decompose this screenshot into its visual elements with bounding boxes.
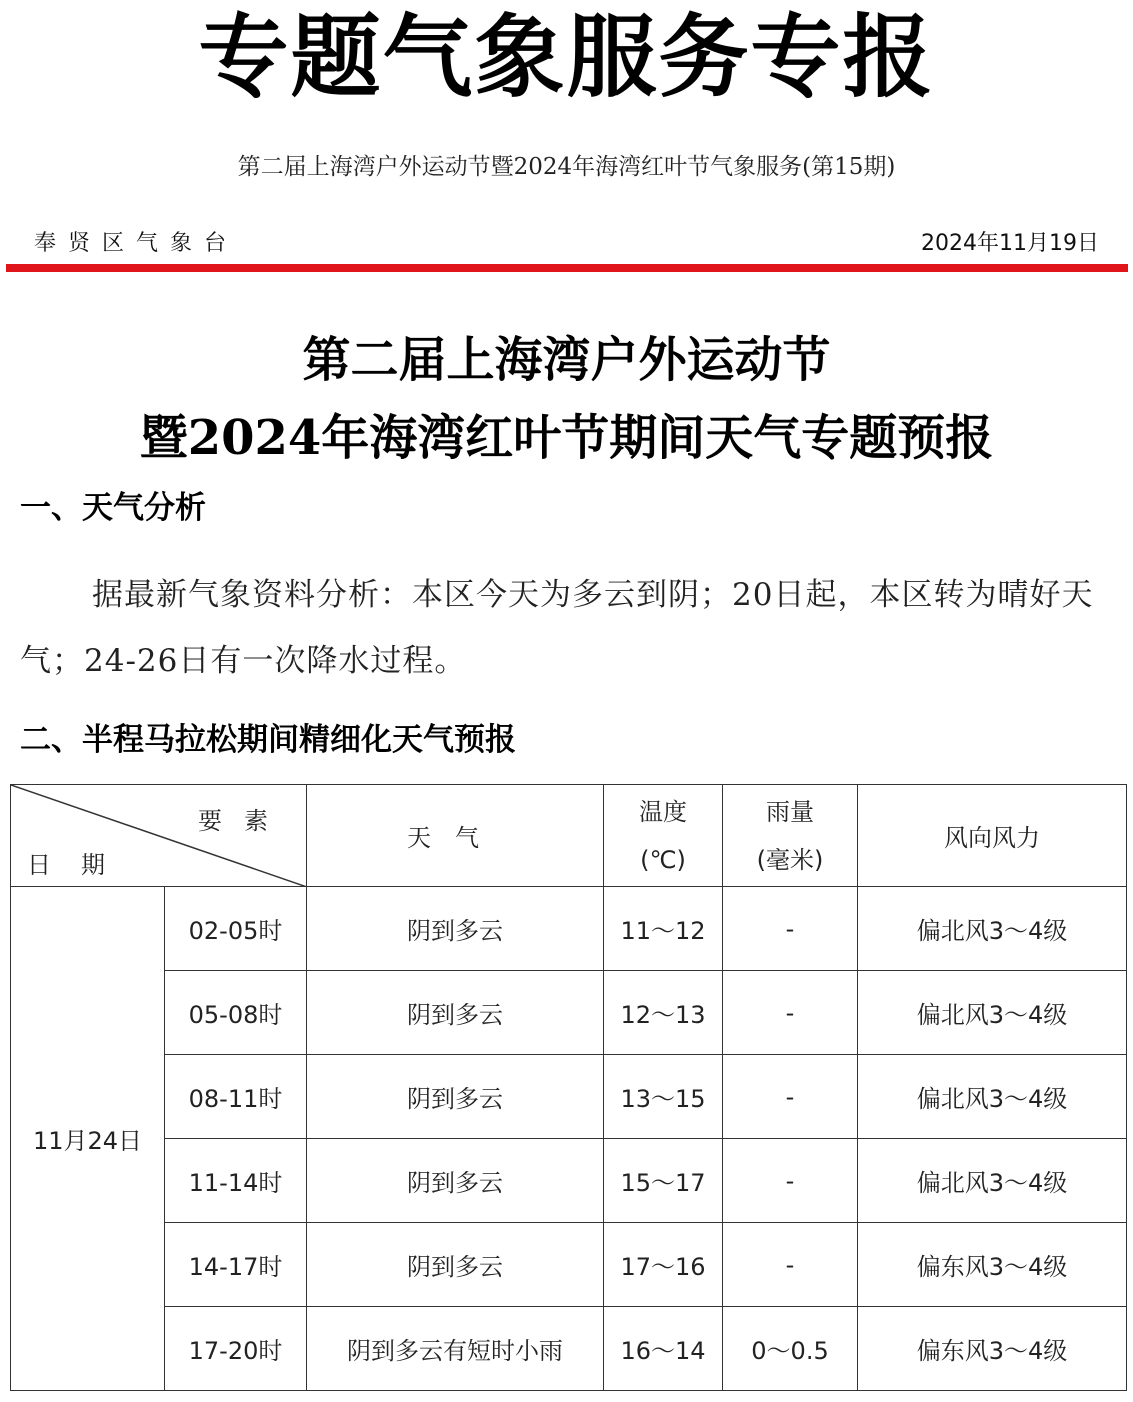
header-wind xyxy=(858,785,1127,887)
corner-label-elements: 要素 xyxy=(198,807,290,835)
weather-cell: 阴到多云 xyxy=(307,1223,604,1307)
date-cell: 11月24日 xyxy=(11,887,165,1391)
section-heading-analysis: 一、天气分析 xyxy=(20,490,206,526)
table-row xyxy=(11,1139,1127,1223)
header-weather xyxy=(307,785,604,887)
table-row xyxy=(11,1055,1127,1139)
temperature-cell: 16～14 xyxy=(604,1307,723,1391)
rainfall-cell: - xyxy=(723,1223,858,1307)
wind-cell: 偏北风3～4级 xyxy=(858,1139,1127,1223)
issuer: 奉贤区气象台 xyxy=(34,231,239,256)
weather-cell: 阴到多云 xyxy=(307,1139,604,1223)
time-cell: 02-05时 xyxy=(165,887,307,971)
table-row xyxy=(11,1307,1127,1391)
time-cell: 14-17时 xyxy=(165,1223,307,1307)
temperature-cell: 17～16 xyxy=(604,1223,723,1307)
time-cell: 11-14时 xyxy=(165,1139,307,1223)
header-temperature-unit: (℃) xyxy=(640,845,686,874)
temperature-cell: 13～15 xyxy=(604,1055,723,1139)
issue-date: 2024年11月19日 xyxy=(921,231,1099,256)
section-heading-forecast: 二、半程马拉松期间精细化天气预报 xyxy=(20,722,516,758)
rainfall-cell: - xyxy=(723,971,858,1055)
time-cell: 17-20时 xyxy=(165,1307,307,1391)
header-wind-label: 风向风力 xyxy=(944,824,1040,852)
weather-cell: 阴到多云 xyxy=(307,1055,604,1139)
temperature-cell: 12～13 xyxy=(604,971,723,1055)
wind-cell: 偏东风3～4级 xyxy=(858,1307,1127,1391)
header-temperature xyxy=(604,785,723,887)
wind-cell: 偏北风3～4级 xyxy=(858,1055,1127,1139)
header-temperature-label: 温度 xyxy=(639,797,687,826)
forecast-table xyxy=(10,784,1127,1391)
red-divider xyxy=(6,264,1128,272)
table-row xyxy=(11,1223,1127,1307)
header-rainfall-unit: (毫米) xyxy=(756,845,824,874)
weather-cell: 阴到多云有短时小雨 xyxy=(307,1307,604,1391)
time-cell: 05-08时 xyxy=(165,971,307,1055)
temperature-cell: 15～17 xyxy=(604,1139,723,1223)
rainfall-cell: - xyxy=(723,1139,858,1223)
wind-cell: 偏北风3～4级 xyxy=(858,971,1127,1055)
weather-cell: 阴到多云 xyxy=(307,971,604,1055)
corner-label-date: 日期 xyxy=(27,851,135,879)
wind-cell: 偏北风3～4级 xyxy=(858,887,1127,971)
diagonal-header-cell xyxy=(11,785,307,887)
temperature-cell: 11～12 xyxy=(604,887,723,971)
header-weather-label: 天气 xyxy=(407,824,503,852)
rainfall-cell: 0～0.5 xyxy=(723,1307,858,1391)
masthead-title: 专题气象服务专报 xyxy=(198,5,935,110)
time-cell: 08-11时 xyxy=(165,1055,307,1139)
header-rainfall xyxy=(723,785,858,887)
rainfall-cell: - xyxy=(723,1055,858,1139)
issue-line: 第二届上海湾户外运动节暨2024年海湾红叶节气象服务(第15期) xyxy=(237,154,896,180)
rainfall-cell: - xyxy=(723,887,858,971)
document-title-line1: 第二届上海湾户外运动节 xyxy=(302,332,831,388)
table-row xyxy=(11,971,1127,1055)
header-rainfall-label: 雨量 xyxy=(766,797,814,826)
wind-cell: 偏东风3～4级 xyxy=(858,1223,1127,1307)
document-title-line2: 暨2024年海湾红叶节期间天气专题预报 xyxy=(139,410,994,466)
analysis-paragraph: 据最新气象资料分析：本区今天为多云到阴；20日起，本区转为晴好天气；24-26日有一次降水过程。 xyxy=(20,577,1094,679)
table-header-row xyxy=(11,785,1127,887)
weather-cell: 阴到多云 xyxy=(307,887,604,971)
table-row xyxy=(11,887,1127,971)
